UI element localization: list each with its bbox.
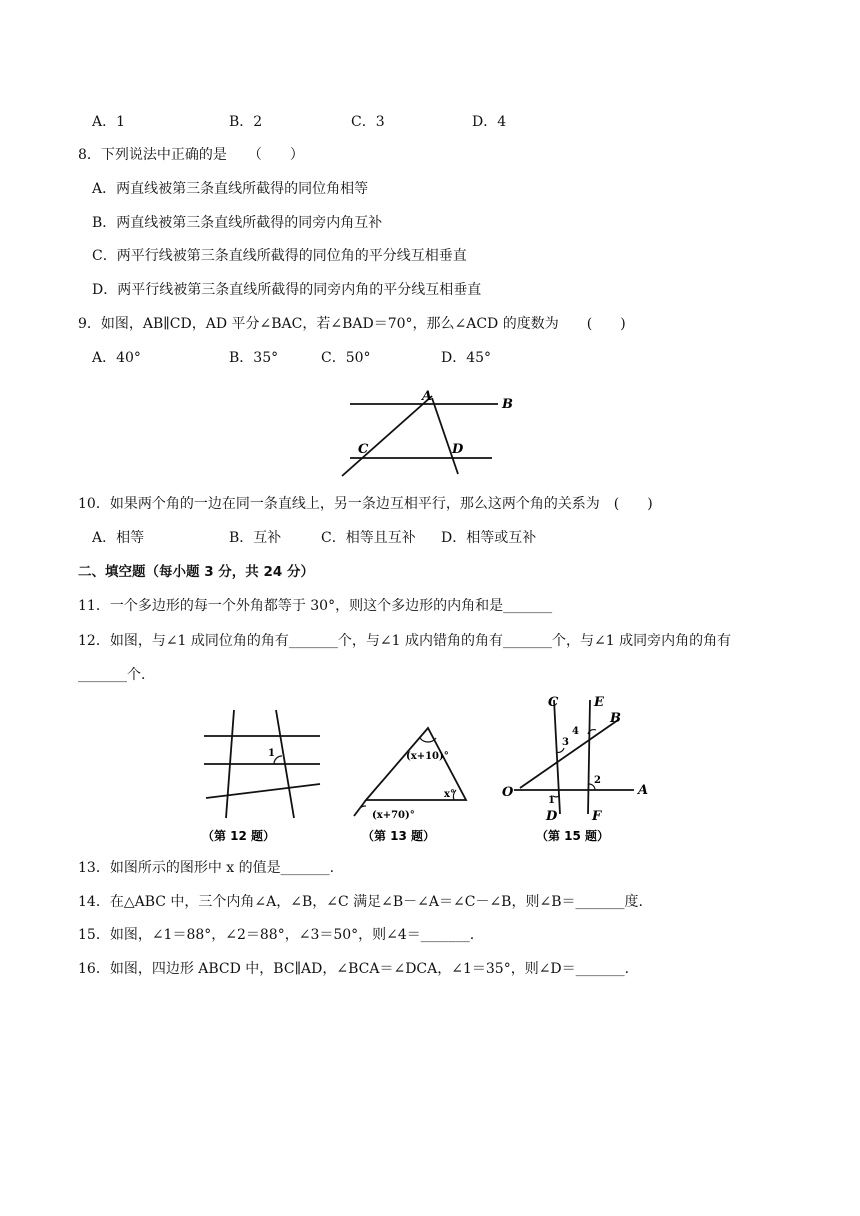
q10-option-d: D．相等或互补	[441, 530, 537, 546]
q9-option-d: D．45°	[441, 350, 492, 366]
q9-label-c: C	[358, 442, 369, 457]
q7-option-c: C．3	[351, 114, 385, 130]
q9-label-b: B	[502, 397, 513, 412]
fig13-top-angle: (x+10)°	[406, 751, 449, 762]
q9-label-d: D	[452, 442, 464, 457]
section2-heading: 二、填空题（每小题 3 分，共 24 分）	[78, 564, 314, 580]
fig13-right-angle: x°	[444, 789, 455, 800]
fig15-label-o: O	[502, 785, 514, 800]
fig15-angle-1: 1	[548, 795, 555, 806]
fig15-label-a: A	[638, 783, 649, 798]
fig13	[348, 696, 478, 856]
fig12-angle-1: 1	[268, 748, 275, 759]
fig15-label-f: F	[592, 809, 602, 824]
q9-option-a: A．40°	[92, 350, 141, 366]
q8-stem: 8．下列说法中正确的是 （ ）	[78, 147, 304, 163]
q12-stem-line1: 12．如图，与∠1 成同位角的角有_______个，与∠1 成内错角的角有_______个，与∠1 成同旁内角的角有	[78, 633, 732, 649]
q9-stem: 9．如图，AB∥CD，AD 平分∠BAC，若∠BAD＝70°，那么∠ACD 的度数为 ( )	[78, 316, 626, 332]
fig15-label-e: E	[594, 695, 604, 710]
q12-stem-line2: _______个.	[78, 667, 146, 683]
fig15-angle-2: 2	[594, 775, 601, 786]
q15-stem: 15．如图，∠1＝88°，∠2＝88°，∠3＝50°，则∠4＝_______.	[78, 927, 475, 943]
fig15-label-b: B	[610, 711, 621, 726]
q10-option-b: B．互补	[229, 530, 282, 546]
q8-option-c: C．两平行线被第三条直线所截得的同位角的平分线互相垂直	[92, 248, 467, 264]
fig12	[196, 696, 336, 856]
fig15-label-d: D	[546, 809, 558, 824]
q11-stem: 11．一个多边形的每一个外角都等于 30°，则这个多边形的内角和是_______	[78, 598, 553, 614]
fig13-caption: （第 13 题）	[362, 829, 436, 843]
q13-stem: 13．如图所示的图形中 x 的值是_______.	[78, 860, 335, 876]
q9-option-b: B．35°	[229, 350, 279, 366]
fig15-caption: （第 15 题）	[536, 829, 610, 843]
q9-label-a: A	[422, 389, 433, 404]
q10-stem: 10．如果两个角的一边在同一条直线上，另一条边互相平行，那么这两个角的关系为 ( )	[78, 496, 653, 512]
q9-option-c: C．50°	[321, 350, 371, 366]
q10-option-c: C．相等且互补	[321, 530, 416, 546]
q7-option-a: A．1	[92, 114, 126, 130]
q8-option-a: A．两直线被第三条直线所截得的同位角相等	[92, 181, 369, 197]
q16-stem: 16．如图，四边形 ABCD 中，BC∥AD，∠BCA＝∠DCA，∠1＝35°，则∠D＝_______.	[78, 961, 630, 977]
fig15	[496, 686, 666, 846]
q8-option-d: D．两平行线被第三条直线所截得的同旁内角的平分线互相垂直	[92, 282, 482, 298]
fig15-angle-4: 4	[572, 726, 579, 737]
fig12-caption: （第 12 题）	[202, 829, 276, 843]
q9-figure	[338, 380, 538, 480]
fig15-angle-3: 3	[562, 737, 569, 748]
q8-option-b: B．两直线被第三条直线所截得的同旁内角互补	[92, 215, 383, 231]
fig15-label-c: C	[548, 695, 559, 710]
q7-option-d: D．4	[472, 114, 507, 130]
q7-option-b: B．2	[229, 114, 263, 130]
q10-option-a: A．相等	[92, 530, 145, 546]
q14-stem: 14．在△ABC 中，三个内角∠A，∠B，∠C 满足∠B－∠A＝∠C－∠B，则∠B＝_______度.	[78, 894, 643, 910]
fig13-left-angle: (x+70)°	[372, 810, 415, 821]
